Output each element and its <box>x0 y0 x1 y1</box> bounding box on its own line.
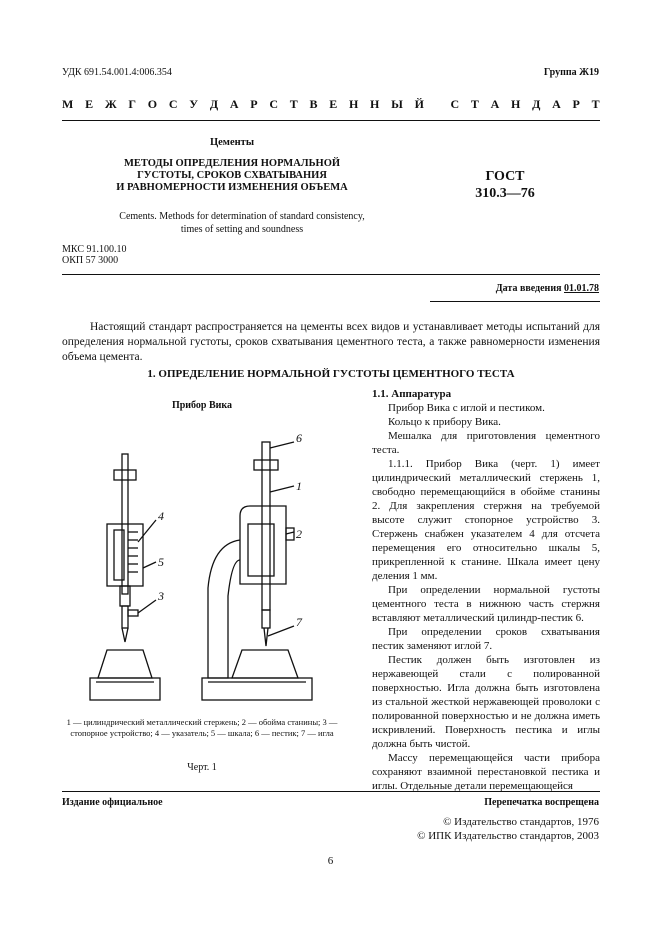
apparatus-item-2-text: Кольцо к прибору Вика. <box>388 416 501 428</box>
paragraph-pestle-text: При определении нормальной густоты цементного теста в нижнюю часть стержня вставляют металлический цилиндр-пестик 6. <box>372 584 600 624</box>
heading-letter: Ы <box>391 97 403 111</box>
paragraph-1-1-1 <box>372 457 600 583</box>
group-code: Группа Ж19 <box>543 67 599 78</box>
title-line-1: МЕТОДЫ ОПРЕДЕЛЕНИЯ НОРМАЛЬНОЙ <box>123 158 341 169</box>
okp-code: ОКП 57 3000 <box>62 255 119 266</box>
apparatus-item-3 <box>372 429 600 457</box>
classification-codes <box>62 244 126 266</box>
page-number: 6 <box>327 855 334 867</box>
gost-code: 310.3—76 <box>475 186 535 201</box>
figure-caption: 1 — цилиндрический металлический стержень; 2 — обойма станины; 3 — стопорное устройство; 4 — указатель; 5 — шкала; 6 — пестик; 7 — игла <box>66 717 338 738</box>
intro-text: Настоящий стандарт распространяется на цементы всех видов и устанавливает методы испытаний для определения нормальной густоты, сроков схватывания цементного теста, а также равномерности изменения объема цемента. <box>62 321 600 363</box>
paragraph-1-1-1-text: 1.1.1. Прибор Вика (черт. 1) имеет цилиндрический металлический стержень 1, свободно перемещающийся в обойме станины 2. Для закрепления стержня на требуемой высоте служит стопорное устройство 3. Стержень снабжен указателем 4 для отсчета перемещения его относительно шкалы 5, прикрепленной к станине. Шкала имеет цену деления 1 мм. <box>372 458 600 582</box>
apparatus-item-3-text: Мешалка для приготовления цементного теста. <box>372 430 600 456</box>
title-line-3: И РАВНОМЕРНОСТИ ИЗМЕНЕНИЯ ОБЪЕМА <box>116 182 348 193</box>
official-edition: Издание официальное <box>62 797 163 808</box>
paragraph-pestle <box>372 583 600 625</box>
heading-letter: А <box>552 97 561 111</box>
mks-code: МКС 91.100.10 <box>62 244 127 255</box>
callout-5: 5 <box>158 555 164 569</box>
callout-1: 1 <box>296 479 302 493</box>
heading-letter: Д <box>532 97 541 111</box>
paragraph-needle <box>372 625 600 653</box>
heading-letter: У <box>189 97 199 111</box>
paragraph-needle-text: При определении сроков схватывания пестик заменяют иглой 7. <box>372 626 600 652</box>
callout-4: 4 <box>158 509 164 523</box>
heading-letter: О <box>147 97 158 111</box>
heading-letter: Г <box>128 97 137 111</box>
figure-number: Черт. 1 <box>187 762 217 773</box>
effective-date <box>496 283 599 294</box>
english-title-line-1: Cements. Methods for determination of standard consistency, <box>119 211 365 222</box>
paragraph-mass <box>372 751 600 793</box>
section-heading: 1. ОПРЕДЕЛЕНИЕ НОРМАЛЬНОЙ ГУСТОТЫ ЦЕМЕНТНОГО ТЕСТА <box>147 368 515 380</box>
copyright-2003: © ИПК Издательство стандартов, 2003 <box>417 830 599 842</box>
apparatus-item-1 <box>372 401 600 415</box>
reprint-notice: Перепечатка воспрещена <box>484 797 599 808</box>
heading-letter: Й <box>414 97 424 111</box>
english-title-line-2: times of setting and soundness <box>180 224 304 235</box>
title-rule <box>62 274 600 275</box>
heading-letter: Р <box>572 97 580 111</box>
heading-letter: Н <box>370 97 380 111</box>
heading-letter: Е <box>329 97 338 111</box>
heading-letter: С <box>269 97 278 111</box>
intro-paragraph <box>62 320 600 365</box>
heading-letter: Е <box>85 97 94 111</box>
callout-3: 3 <box>158 589 164 603</box>
apparatus-item-2 <box>372 415 600 429</box>
footer-rule <box>62 791 600 792</box>
heading-letter: А <box>490 97 500 111</box>
paragraph-material-text: Пестик должен быть изготовлен из нержавеющей стали с полированной поверхностью. Игла должна быть изготовлена из стальной жесткой нержавеющей проволоки с полированной поверхностью и не должна иметь искривлений. Поверхность пестика и иглы должна быть чистой. <box>372 654 600 750</box>
header-rule <box>62 120 600 121</box>
category-label: Цементы <box>209 137 255 148</box>
heading-letter: В <box>309 97 318 111</box>
udk-code: УДК 691.54.001.4:006.354 <box>62 67 172 78</box>
heading-letter: Т <box>470 97 479 111</box>
heading-letter: Р <box>250 97 258 111</box>
gost-label: ГОСТ <box>485 169 525 184</box>
heading-letter: Т <box>289 97 298 111</box>
paragraph-material <box>372 653 600 751</box>
callout-6: 6 <box>296 431 302 445</box>
gost-number <box>455 168 555 202</box>
apparatus-text <box>372 387 600 793</box>
callout-7: 7 <box>296 615 302 629</box>
heading-letter: Н <box>348 97 359 111</box>
heading-letter <box>436 97 439 112</box>
heading-letter: А <box>229 97 239 111</box>
date-label: Дата введения <box>495 283 562 294</box>
document-title <box>62 158 402 194</box>
apparatus-item-1-text: Прибор Вика с иглой и пестиком. <box>388 402 545 414</box>
heading-letter: Д <box>209 97 219 111</box>
copyright-1976: © Издательство стандартов, 1976 <box>443 816 599 828</box>
english-title <box>62 210 422 236</box>
heading-letter: С <box>168 97 178 111</box>
callout-2: 2 <box>296 527 302 541</box>
title-line-2: ГУСТОТЫ, СРОКОВ СХВАТЫВАНИЯ <box>137 170 327 181</box>
copyright <box>417 815 599 843</box>
figure-title: Прибор Вика <box>171 400 233 411</box>
heading-letter: Т <box>591 97 600 111</box>
heading-letter: М <box>62 97 74 111</box>
vicat-apparatus-figure <box>62 420 342 710</box>
standard-type-heading <box>62 97 600 112</box>
paragraph-mass-text: Массу перемещающейся части прибора сохраняют взаимной перестановкой пестика и иглы. Отдельные детали перемещающейся <box>372 752 600 792</box>
date-value: 01.01.78 <box>564 283 599 294</box>
heading-letter: С <box>450 97 460 111</box>
subsection-heading: 1.1. Аппаратура <box>372 388 452 400</box>
heading-letter: Ж <box>104 97 117 111</box>
date-rule <box>430 301 600 302</box>
heading-letter: Н <box>511 97 521 111</box>
